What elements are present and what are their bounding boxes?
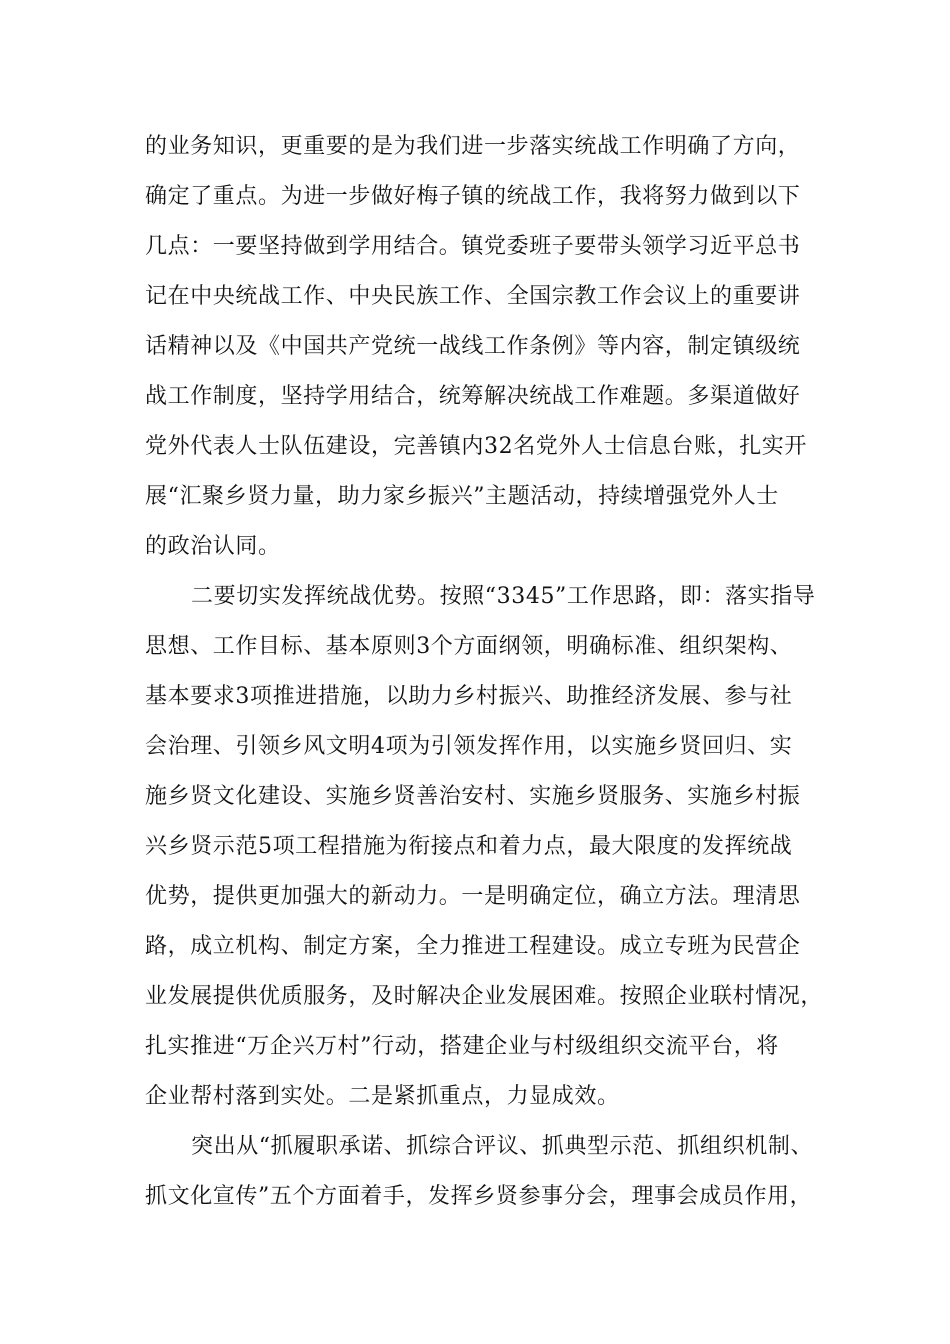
text-line: 的业务知识，更重要的是为我们进一步落实统战工作明确了方向， [145, 134, 801, 159]
text-line: 施乡贤文化建设、实施乡贤善治安村、实施乡贤服务、实施乡村振 [145, 784, 801, 809]
text-line: 会治理、引领乡风文明4项为引领发挥作用，以实施乡贤回归、实 [145, 734, 793, 759]
text-line: 党外代表人士队伍建设，完善镇内32名党外人士信息台账，扎实开 [145, 434, 807, 459]
text-line: 兴乡贤示范5项工程措施为衔接点和着力点，最大限度的发挥统战 [145, 834, 793, 859]
text-line: 基本要求3项推进措施，以助力乡村振兴、助推经济发展、参与社 [145, 684, 793, 709]
text-line: 确定了重点。为进一步做好梅子镇的统战工作，我将努力做到以下 [145, 184, 801, 209]
paragraph-first-line: 突出从“抓履职承诺、抓综合评议、抓典型示范、抓组织机制、 [191, 1134, 814, 1159]
text-line: 路，成立机构、制定方案，全力推进工程建设。成立专班为民营企 [145, 934, 801, 959]
text-line: 业发展提供优质服务，及时解决企业发展困难。按照企业联村情况， [145, 984, 824, 1009]
text-line: 的政治认同。 [145, 534, 281, 559]
text-line: 扎实推进“万企兴万村”行动，搭建企业与村级组织交流平台，将 [145, 1034, 779, 1059]
text-line: 思想、工作目标、基本原则3个方面纲领，明确标准、组织架构、 [145, 634, 793, 659]
text-line: 优势，提供更加强大的新动力。一是明确定位，确立方法。理清思 [145, 884, 801, 909]
text-line: 话精神以及《中国共产党统一战线工作条例》等内容，制定镇级统 [145, 334, 801, 359]
paragraph-first-line: 二要切实发挥统战优势。按照“3345”工作思路，即：落实指导 [191, 584, 816, 609]
text-line: 企业帮村落到实处。二是紧抓重点，力显成效。 [145, 1084, 620, 1109]
text-line: 几点：一要坚持做到学用结合。镇党委班子要带头领学习近平总书 [145, 234, 801, 259]
text-line: 战工作制度，坚持学用结合，统筹解决统战工作难题。多渠道做好 [145, 384, 801, 409]
document-body [145, 122, 824, 1222]
text-line: 记在中央统战工作、中央民族工作、全国宗教工作会议上的重要讲 [145, 284, 801, 309]
text-line: 展“汇聚乡贤力量，助力家乡振兴”主题活动，持续增强党外人士 [145, 484, 779, 509]
text-line: 抓文化宣传”五个方面着手，发挥乡贤参事分会，理事会成员作用， [145, 1184, 813, 1209]
